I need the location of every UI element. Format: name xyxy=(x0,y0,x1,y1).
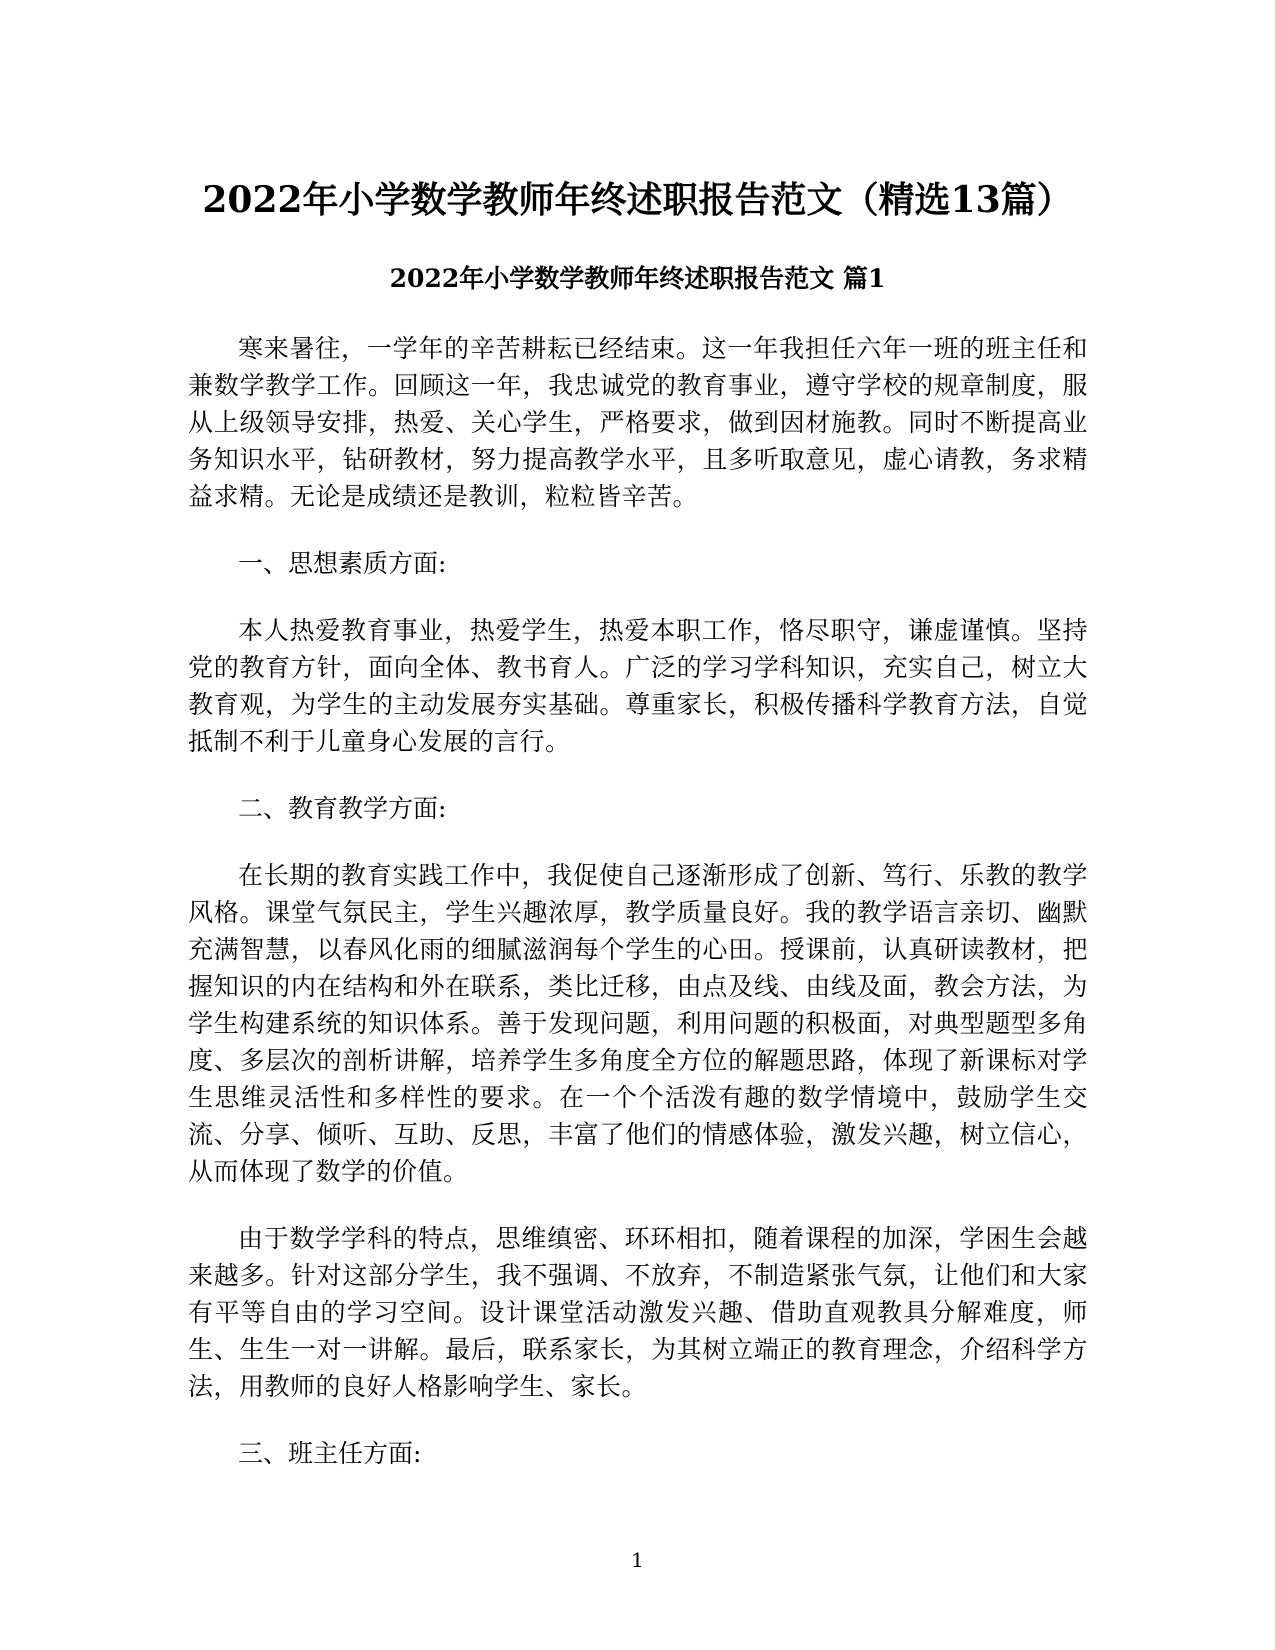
document-body xyxy=(188,330,1088,1502)
heading-class-teacher: 三、班主任方面: xyxy=(238,1439,422,1468)
paragraph-ideology: 本人热爱教育事业，热爱学生，热爱本职工作，恪尽职守，谦虚谨慎。坚持党的教育方针，面向全体、教书育人。广泛的学习学科知识，充实自己，树立大教育观，为学生的主动发展夯实基础。尊重家长，积极传播科学教育方法，自觉抵制不利于儿童身心发展的言行。 xyxy=(188,616,1088,756)
paragraph-intro: 寒来暑往，一学年的辛苦耕耘已经结束。这一年我担任六年一班的班主任和兼数学教学工作。回顾这一年，我忠诚党的教育事业，遵守学校的规章制度，服从上级领导安排，热爱、关心学生，严格要求，做到因材施教。同时不断提高业务知识水平，钻研教材，努力提高教学水平，且多听取意见，虚心请教，务求精益求精。无论是成绩还是教训，粒粒皆辛苦。 xyxy=(188,334,1088,511)
document-title: 2022年小学数学教师年终述职报告范文（精选13篇） xyxy=(202,179,1073,221)
paragraph-struggling-students: 由于数学学科的特点，思维缜密、环环相扣，随着课程的加深，学困生会越来越多。针对这部分学生，我不强调、不放弃，不制造紧张气氛，让他们和大家有平等自由的学习空间。设计课堂活动激发兴趣、借助直观教具分解难度，师生、生生一对一讲解。最后，联系家长，为其树立端正的教育理念，介绍科学方法，用教师的良好人格影响学生、家长。 xyxy=(188,1224,1088,1401)
page-number: 1 xyxy=(631,1548,644,1572)
heading-teaching: 二、教育教学方面: xyxy=(238,794,447,823)
paragraph-teaching-style: 在长期的教育实践工作中，我促使自己逐渐形成了创新、笃行、乐教的教学风格。课堂气氛民主，学生兴趣浓厚，教学质量良好。我的教学语言亲切、幽默充满智慧，以春风化雨的细腻滋润每个学生的心田。授课前，认真研读教材，把握知识的内在结构和外在联系，类比迁移，由点及线、由线及面，教会方法，为学生构建系统的知识体系。善于发现问题，利用问题的积极面，对典型题型多角度、多层次的剖析讲解，培养学生多角度全方位的解题思路，体现了新课标对学生思维灵活性和多样性的要求。在一个个活泼有趣的数学情境中，鼓励学生交流、分享、倾听、互助、反思，丰富了他们的情感体验，激发兴趣，树立信心，从而体现了数学的价值。 xyxy=(188,861,1088,1186)
heading-ideology: 一、思想素质方面: xyxy=(238,549,447,578)
section-title: 2022年小学数学教师年终述职报告范文 篇1 xyxy=(389,264,886,293)
